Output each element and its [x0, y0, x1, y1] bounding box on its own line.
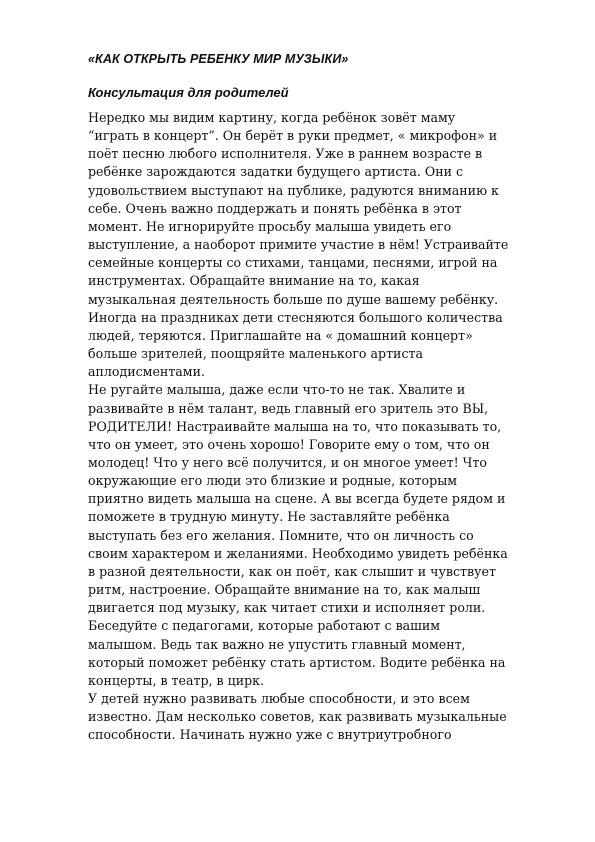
document-body [88, 109, 528, 744]
paragraph [88, 690, 528, 744]
text-line: Нередко мы видим картину, когда ребёнок зовёт маму [88, 110, 456, 125]
text-line: себе. Очень важно поддержать и понять ребёнка в этот [88, 200, 462, 216]
text-line: поёт песню любого исполнителя. Уже в раннем возрасте в [88, 146, 483, 162]
text-line: своим характером и желаниями. Необходимо увидеть ребёнка [88, 545, 508, 561]
text-line: семейные концерты со стихами, танцами, песнями, игрой на [88, 255, 498, 271]
text-line: ритм, настроение. Обращайте внимание на то, как малыш [88, 582, 481, 598]
text-line: Не ругайте малыша, даже если что-то не так. Хвалите и [88, 382, 466, 398]
text-line: выступать без его желания. Помните, что он личность со [88, 527, 474, 543]
document-subtitle: Консультация для родителей [88, 85, 289, 100]
text-line: который поможет ребёнку стать артистом. Водите ребёнка на [88, 654, 506, 670]
text-line: поможете в трудную минуту. Не заставляйте ребёнка [88, 509, 450, 525]
text-line: больше зрителей, поощряйте маленького артиста [88, 346, 423, 362]
text-line: концерты, в театр, в цирк. [88, 672, 265, 688]
text-line: момент. Не игнорируйте просьбу малыша увидеть его [88, 218, 452, 234]
text-line: аплодисментами. [88, 364, 205, 380]
text-line: РОДИТЕЛИ! Настраивайте малыша на то, что показывать то, [88, 418, 502, 434]
paragraph [88, 381, 528, 690]
text-line: Иногда на праздниках дети стесняются большого количества [88, 309, 503, 325]
text-line: в разной деятельности, как он поёт, как слышит и чувствует [88, 563, 496, 579]
text-line: “играть в концерт”. Он берёт в руки предмет, « микрофон» и [88, 128, 498, 144]
text-line: ребёнке зарождаются задатки будущего артиста. Они с [88, 164, 464, 180]
text-line: что он умеет, это очень хорошо! Говорите ему о том, что он [88, 436, 490, 452]
text-line: музыкальная деятельность больше по душе вашему ребёнку. [88, 291, 499, 307]
text-line: развивайте в нём талант, ведь главный его зритель это ВЫ, [88, 400, 489, 416]
text-line: двигается под музыку, как читает стихи и исполняет роли. [88, 600, 486, 616]
text-line: людей, теряются. Приглашайте на « домашний концерт» [88, 327, 473, 343]
document-page [88, 52, 528, 744]
text-line: У детей нужно развивать любые способности, и это всем [88, 691, 470, 706]
text-line: малышом. Ведь так важно не упустить главный момент, [88, 636, 466, 652]
text-line: приятно видеть малыша на сцене. А вы всегда будете рядом и [88, 491, 506, 507]
document-title: «КАК ОТКРЫТЬ РЕБЕНКУ МИР МУЗЫКИ» [88, 52, 349, 66]
text-line: удовольствием выступают на публике, радуются вниманию к [88, 182, 499, 198]
text-line: инструментах. Обращайте внимание на то, какая [88, 273, 420, 289]
text-line: способности. Начинать нужно уже с внутриутробного [88, 727, 452, 743]
text-line: Беседуйте с педагогами, которые работают с вашим [88, 618, 441, 634]
text-line: выступление, а наоборот примите участие в нём! Устраивайте [88, 237, 509, 253]
text-line: окружающие его люди это близкие и родные, которым [88, 473, 458, 489]
text-line: молодец! Что у него всё получится, и он многое умеет! Что [88, 454, 487, 470]
paragraph [88, 109, 528, 381]
text-line: известно. Дам несколько советов, как развивать музыкальные [88, 709, 507, 725]
